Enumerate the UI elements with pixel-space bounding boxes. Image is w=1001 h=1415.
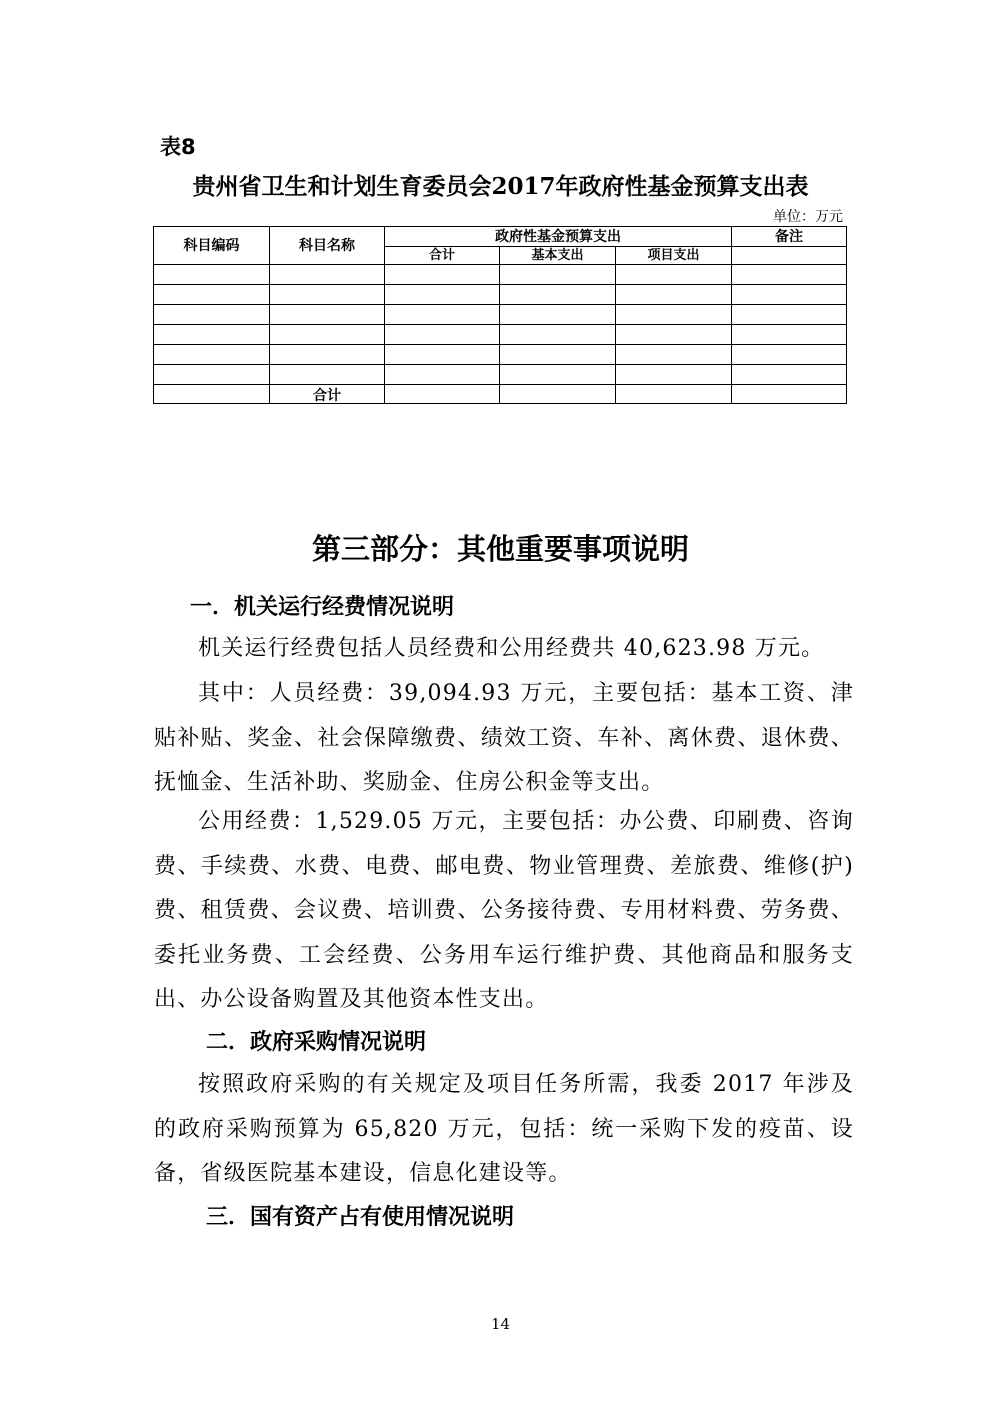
unit-label: 单位：万元 (773, 209, 843, 225)
paragraph-public-expenses: 公用经费：1,529.05 万元，主要包括：办公费、印刷费、咨询费、手续费、水费、电费、邮电费、物业管理费、差旅费、维修(护)费、租赁费、会议费、培训费、公务接待费、专用材料费、劳务费、委托业务费、工会经费、公务用车运行维护费、其他商品和服务支出、办公设备购置及其他资本性支出。 (154, 809, 854, 1012)
heading-state-assets: 三．国有资产占有使用情况说明 (206, 1205, 515, 1230)
header-remark: 备注 (732, 227, 847, 247)
total-row-label: 合计 (270, 385, 385, 404)
paragraph-operating-total: 机关运行经费包括人员经费和公用经费共 40,623.98 万元。 (198, 636, 825, 661)
header-project-expenditure: 项目支出 (616, 247, 732, 265)
header-subject-code: 科目编码 (154, 227, 270, 265)
table-row (154, 265, 847, 285)
heading-government-procurement: 二．政府采购情况说明 (206, 1030, 427, 1055)
paragraph-personnel-expenses: 其中：人员经费：39,094.93 万元，主要包括：基本工资、津贴补贴、奖金、社会保障缴费、绩效工资、车补、离休费、退休费、抚恤金、生活补助、奖励金、住房公积金等支出。 (154, 681, 854, 795)
table-row (154, 325, 847, 345)
table-total-row (154, 385, 847, 404)
table-row (154, 285, 847, 305)
header-fund-expenditure: 政府性基金预算支出 (385, 227, 732, 247)
header-subject-name: 科目名称 (270, 227, 385, 265)
header-remark-blank (732, 247, 847, 265)
header-basic-expenditure: 基本支出 (500, 247, 616, 265)
paragraph-procurement: 按照政府采购的有关规定及项目任务所需，我委 2017 年涉及的政府采购预算为 65,820 万元，包括：统一采购下发的疫苗、设备，省级医院基本建设，信息化建设等。 (154, 1072, 854, 1186)
table-row (154, 305, 847, 325)
table-row (154, 345, 847, 365)
header-total: 合计 (385, 247, 500, 265)
table-label: 表8 (160, 135, 196, 159)
table-header-row (154, 227, 847, 247)
budget-table (153, 226, 847, 404)
section-title: 第三部分：其他重要事项说明 (311, 532, 689, 566)
table-title: 贵州省卫生和计划生育委员会2017年政府性基金预算支出表 (192, 173, 809, 200)
table-row (154, 365, 847, 385)
heading-operating-expenses: 一．机关运行经费情况说明 (190, 595, 455, 620)
page-number: 14 (490, 1315, 511, 1333)
